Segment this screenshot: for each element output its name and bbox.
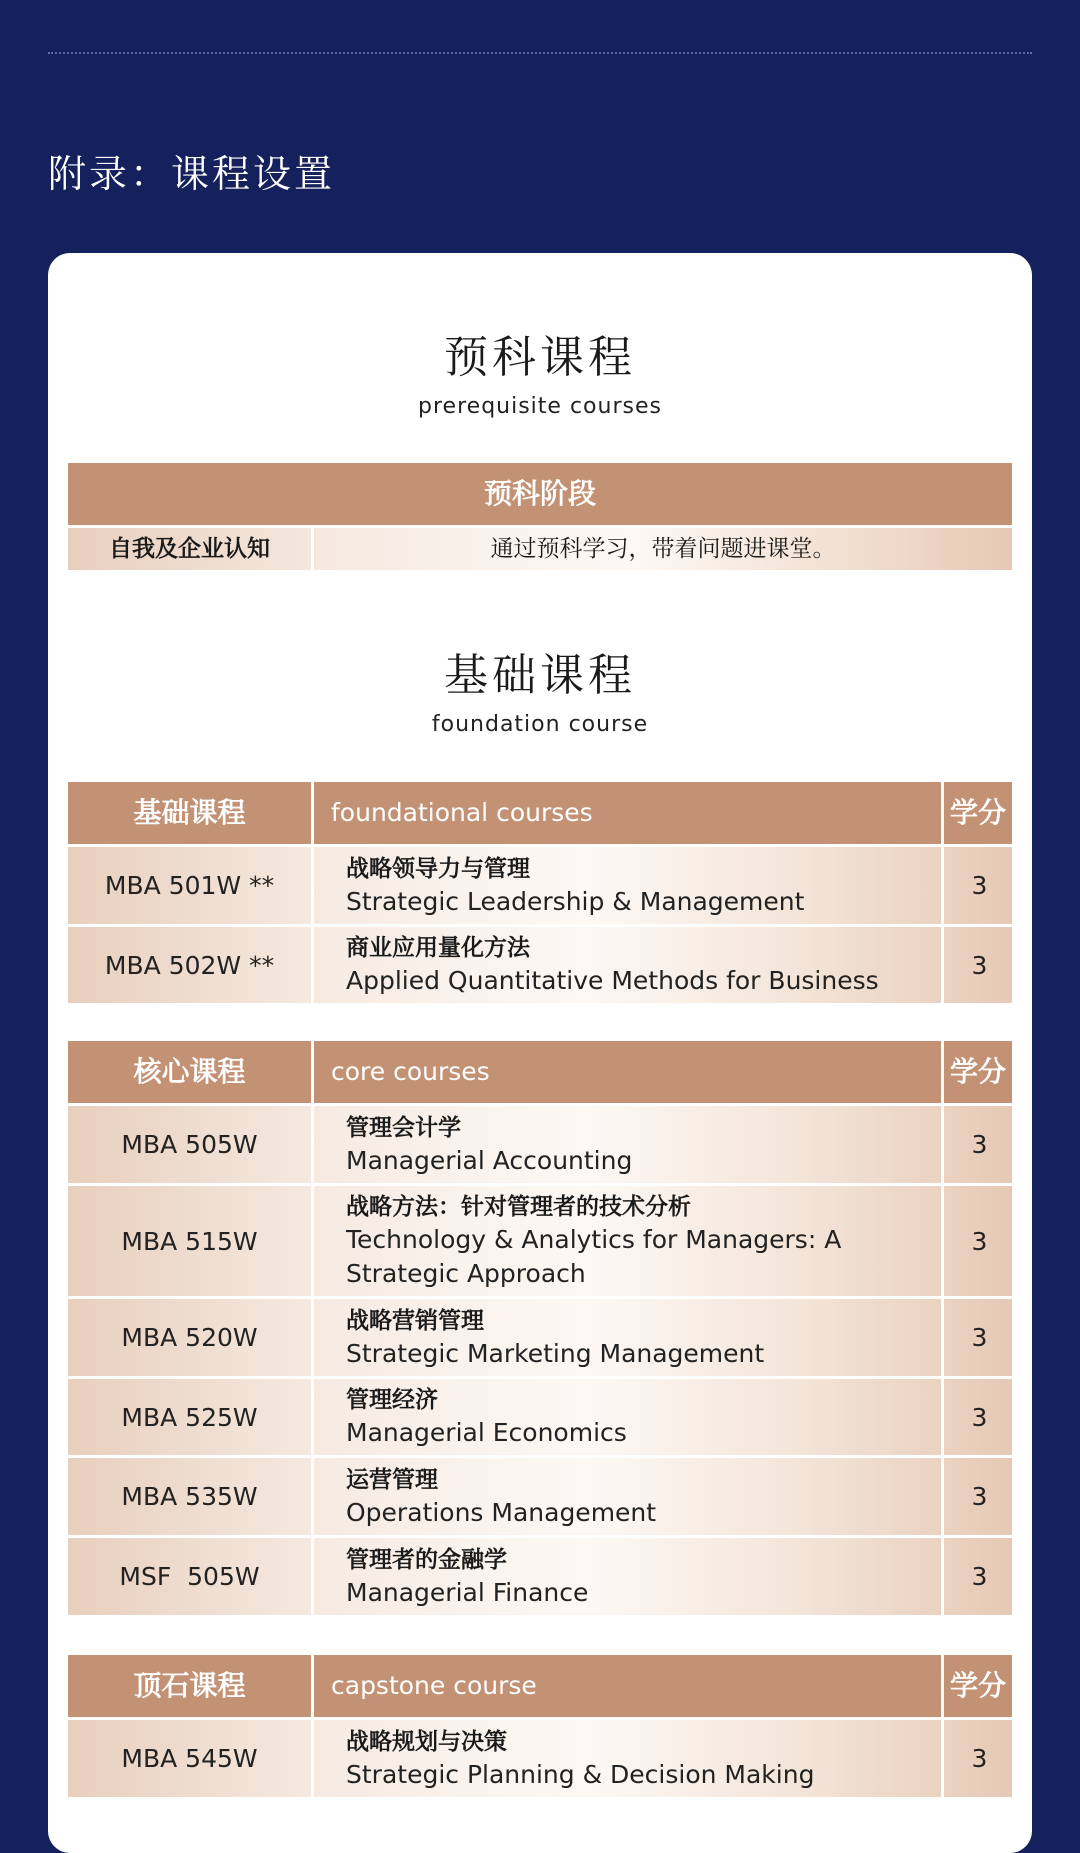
course-name-en: Managerial Economics — [346, 1418, 627, 1447]
course-name-zh: 战略方法：针对管理者的技术分析 — [346, 1194, 691, 1220]
course-name-zh: 战略营销管理 — [346, 1307, 484, 1334]
credit-column-header: 学分 — [941, 1041, 1012, 1103]
course-row — [68, 1106, 1012, 1183]
group-title-en: capstone course — [331, 1671, 537, 1700]
prereq-label: 自我及企业认知 — [68, 528, 314, 570]
course-name-zh: 管理者的金融学 — [346, 1546, 507, 1573]
course-code: MBA 535W — [68, 1458, 314, 1535]
course-name — [314, 927, 924, 1003]
appendix-title: 附录：课程设置 — [48, 152, 336, 196]
course-row — [68, 1720, 1012, 1797]
course-code: MBA 502W ** — [68, 927, 314, 1003]
group-title-zh: 基础课程 — [68, 782, 314, 844]
prereq-text: 通过预科学习，带着问题进课堂。 — [490, 536, 836, 562]
course-name-en: Strategic Leadership & Management — [346, 886, 805, 916]
table-header — [68, 782, 1012, 844]
group-title-en: core courses — [331, 1057, 490, 1086]
course-credit: 3 — [941, 1186, 1015, 1296]
course-name — [314, 1186, 924, 1296]
course-name — [314, 1299, 924, 1376]
course-name-en: Applied Quantitative Methods for Business — [346, 966, 879, 995]
course-name-zh: 管理会计学 — [346, 1114, 461, 1141]
course-name — [314, 1379, 924, 1455]
course-code: MBA 525W — [68, 1379, 314, 1455]
foundation-heading — [48, 646, 1032, 740]
course-row — [68, 1186, 1012, 1296]
course-row — [68, 1538, 1012, 1615]
course-row — [68, 927, 1012, 1003]
course-name-zh: 运营管理 — [346, 1466, 438, 1493]
course-credit: 3 — [941, 927, 1015, 1003]
foundation-title-zh: 基础课程 — [444, 650, 636, 701]
course-code: MBA 505W — [68, 1106, 314, 1183]
course-row — [68, 847, 1012, 924]
prereq-row — [68, 528, 1012, 570]
course-row — [68, 1379, 1012, 1455]
course-name-zh: 战略规划与决策 — [346, 1728, 507, 1755]
course-credit: 3 — [941, 1379, 1015, 1455]
top-divider — [48, 52, 1032, 54]
prereq-heading — [48, 328, 1032, 422]
credit-column-header: 学分 — [941, 782, 1012, 844]
course-credit: 3 — [941, 1720, 1015, 1797]
course-credit: 3 — [941, 1538, 1015, 1615]
course-code: MBA 545W — [68, 1720, 314, 1797]
course-name-en: Strategic Marketing Management — [346, 1338, 765, 1368]
prereq-stage-header: 预科阶段 — [68, 463, 1012, 525]
course-credit: 3 — [941, 847, 1015, 924]
group-title-en: foundational courses — [331, 798, 593, 827]
course-name-zh: 商业应用量化方法 — [346, 935, 530, 961]
course-code: MBA 501W ** — [68, 847, 314, 924]
course-code: MSF 505W — [68, 1538, 314, 1615]
group-title-zh: 核心课程 — [68, 1041, 314, 1103]
prereq-title-en: prerequisite courses — [418, 394, 662, 419]
course-code: MBA 515W — [68, 1186, 314, 1296]
course-name — [314, 1538, 924, 1615]
course-row — [68, 1299, 1012, 1376]
course-name — [314, 1458, 924, 1535]
course-name-en: Technology & Analytics for Managers: A Strategic Approach — [346, 1225, 842, 1288]
course-name-en: Managerial Accounting — [346, 1145, 633, 1175]
course-name-zh: 战略领导力与管理 — [346, 855, 530, 882]
course-name-en: Managerial Finance — [346, 1577, 589, 1607]
course-name-en: Operations Management — [346, 1497, 657, 1527]
course-name-en: Strategic Planning & Decision Making — [346, 1759, 815, 1789]
prereq-title-zh: 预科课程 — [444, 332, 636, 383]
curriculum-card — [48, 253, 1032, 1853]
course-credit: 3 — [941, 1106, 1015, 1183]
table-header — [68, 1655, 1012, 1717]
course-name — [314, 1720, 924, 1797]
credit-column-header: 学分 — [941, 1655, 1012, 1717]
course-name — [314, 847, 924, 924]
course-credit: 3 — [941, 1458, 1015, 1535]
course-credit: 3 — [941, 1299, 1015, 1376]
table-header — [68, 1041, 1012, 1103]
group-title-zh: 顶石课程 — [68, 1655, 314, 1717]
course-code: MBA 520W — [68, 1299, 314, 1376]
course-row — [68, 1458, 1012, 1535]
course-name-zh: 管理经济 — [346, 1387, 438, 1413]
course-name — [314, 1106, 924, 1183]
foundation-title-en: foundation course — [431, 712, 649, 737]
